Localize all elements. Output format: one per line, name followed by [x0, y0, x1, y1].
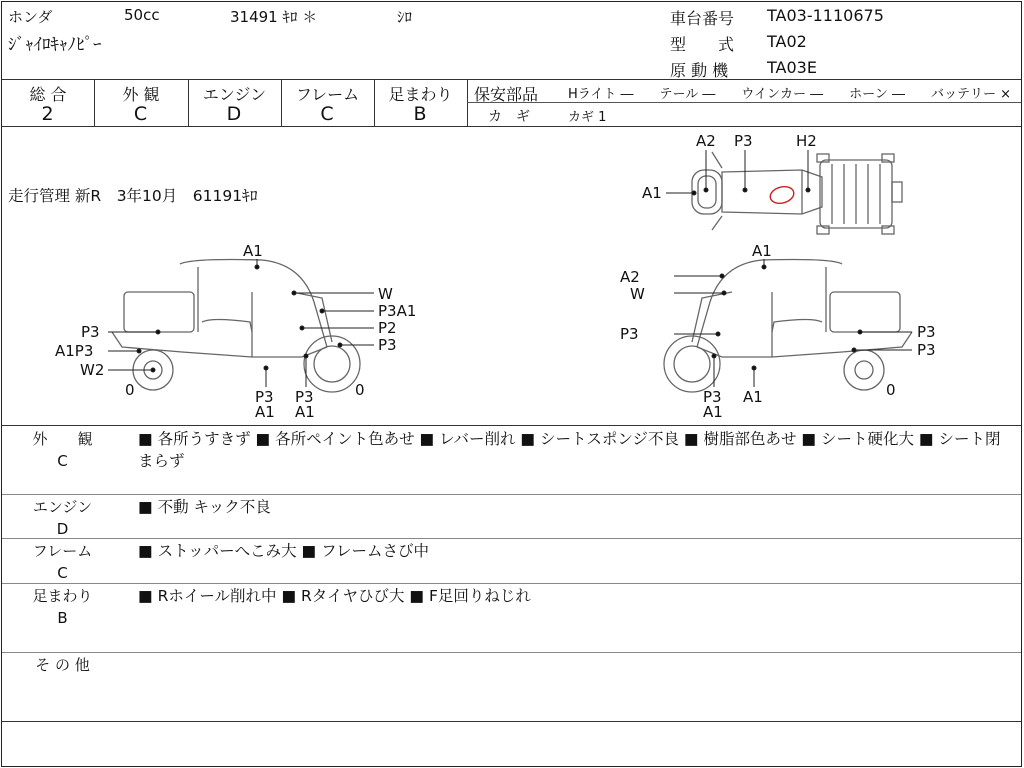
grade-frame-label: フレーム	[295, 85, 360, 104]
divider	[2, 494, 1021, 495]
type-label: 型 式	[670, 35, 735, 54]
divider	[2, 126, 1021, 127]
section-suspension-text: ■ Rホイール削れ中 ■ Rタイヤひび大 ■ F足回りねじれ	[138, 587, 531, 605]
section-exterior-label: 外 観 C	[10, 428, 115, 472]
grade-exterior-value: C	[133, 103, 149, 125]
inspection-sheet	[1, 1, 1022, 767]
engine-label: 原 動 機	[670, 61, 729, 80]
section-engine-grade: D	[56, 520, 69, 538]
scooter-right-view	[664, 260, 912, 393]
divider	[2, 538, 1021, 539]
chassis-value: TA03-1110675	[767, 6, 884, 25]
key-value: カギ 1	[568, 110, 607, 125]
label-right-p3: P3	[620, 325, 639, 343]
section-engine-text: ■ 不動 キック不良	[138, 498, 271, 516]
label-top-a2: A2	[696, 132, 716, 150]
label-left-a1: A1	[243, 242, 263, 260]
scooter-left-view	[112, 260, 360, 393]
divider	[2, 425, 1021, 426]
key-label: カ ギ	[488, 109, 530, 125]
grade-overall-value: 2	[41, 103, 55, 125]
grade-engine-label: エンジン	[202, 85, 267, 104]
color: ｼﾛ	[397, 8, 413, 26]
label-top-p3: P3	[734, 132, 753, 150]
label-top-h2: H2	[796, 132, 817, 150]
label-left-p3b: P3	[378, 336, 397, 354]
divider	[2, 721, 1021, 722]
label-left-a1c: A1	[255, 403, 275, 421]
label-right-p3r1: P3	[917, 323, 936, 341]
mileage-note: 走行管理 新R 3年10月 61191ｷﾛ	[8, 187, 258, 205]
label-left-zero-l: 0	[125, 381, 135, 399]
grade-engine-value: D	[226, 103, 243, 125]
label-right-zero: 0	[886, 381, 896, 399]
section-frame-label: フレーム C	[10, 540, 115, 584]
grade-suspension-value: B	[413, 103, 428, 125]
label-right-p3c: P3	[703, 388, 722, 406]
section-frame-grade: C	[57, 564, 68, 582]
label-right-w: W	[630, 285, 645, 303]
label-top-a1: A1	[642, 184, 662, 202]
damage-circle-mark	[768, 184, 795, 206]
grade-suspension-label: 足まわり	[388, 85, 453, 104]
maker: ホンダ	[8, 8, 53, 26]
model-name: ｼﾞｬｲﾛｷｬﾉﾋﾟｰ	[8, 35, 102, 55]
label-left-w: W	[378, 285, 393, 303]
displacement: 50cc	[124, 6, 160, 24]
divider	[2, 652, 1021, 653]
label-left-p3: P3	[81, 323, 100, 341]
label-right-a1: A1	[752, 242, 772, 260]
safety-items: Hライト ― テール ― ウインカー ― ホーン ― バッテリー ×	[568, 87, 1012, 102]
label-left-p3a1: P3A1	[378, 302, 417, 320]
label-left-w2: W2	[80, 361, 105, 379]
safety-label: 保安部品	[474, 85, 539, 104]
label-left-a1p3: A1P3	[55, 342, 94, 360]
label-left-zero-r: 0	[355, 381, 365, 399]
section-engine-label: エンジン D	[10, 496, 115, 540]
grade-exterior-label: 外 観	[122, 85, 160, 104]
label-right-p3r2: P3	[917, 341, 936, 359]
divider	[2, 583, 1021, 584]
label-right-a2: A2	[620, 268, 640, 286]
section-suspension-label: 足まわり B	[10, 585, 115, 629]
grade-overall-label: 総 合	[29, 85, 67, 104]
label-left-p3d: P3	[295, 388, 314, 406]
engine-value: TA03E	[767, 58, 817, 77]
section-exterior-grade: C	[57, 452, 68, 470]
scooter-top-view	[692, 152, 902, 234]
section-other-label: そ の 他	[35, 656, 90, 674]
type-value: TA02	[767, 32, 807, 51]
section-suspension-grade: B	[57, 609, 68, 627]
label-left-a1d: A1	[295, 403, 315, 421]
section-frame-text: ■ ストッパーへこみ大 ■ フレームさび中	[138, 542, 429, 560]
divider	[467, 102, 1021, 103]
label-left-p2: P2	[378, 319, 397, 337]
damage-diagram	[2, 128, 1021, 426]
label-left-p3c: P3	[255, 388, 274, 406]
grade-frame-value: C	[320, 103, 335, 125]
section-exterior-text: ■ 各所うすきず ■ 各所ペイント色あせ ■ レバー削れ ■ シートスポンジ不良 ■ 樹脂部色あせ ■ シート硬化大 ■ シート閉まらず	[138, 430, 1001, 470]
label-right-a1d: A1	[743, 388, 763, 406]
mileage: 31491 ｷﾛ ＊	[230, 8, 318, 26]
divider	[2, 79, 1021, 80]
label-right-a1c: A1	[703, 403, 723, 421]
chassis-label: 車台番号	[670, 9, 735, 28]
